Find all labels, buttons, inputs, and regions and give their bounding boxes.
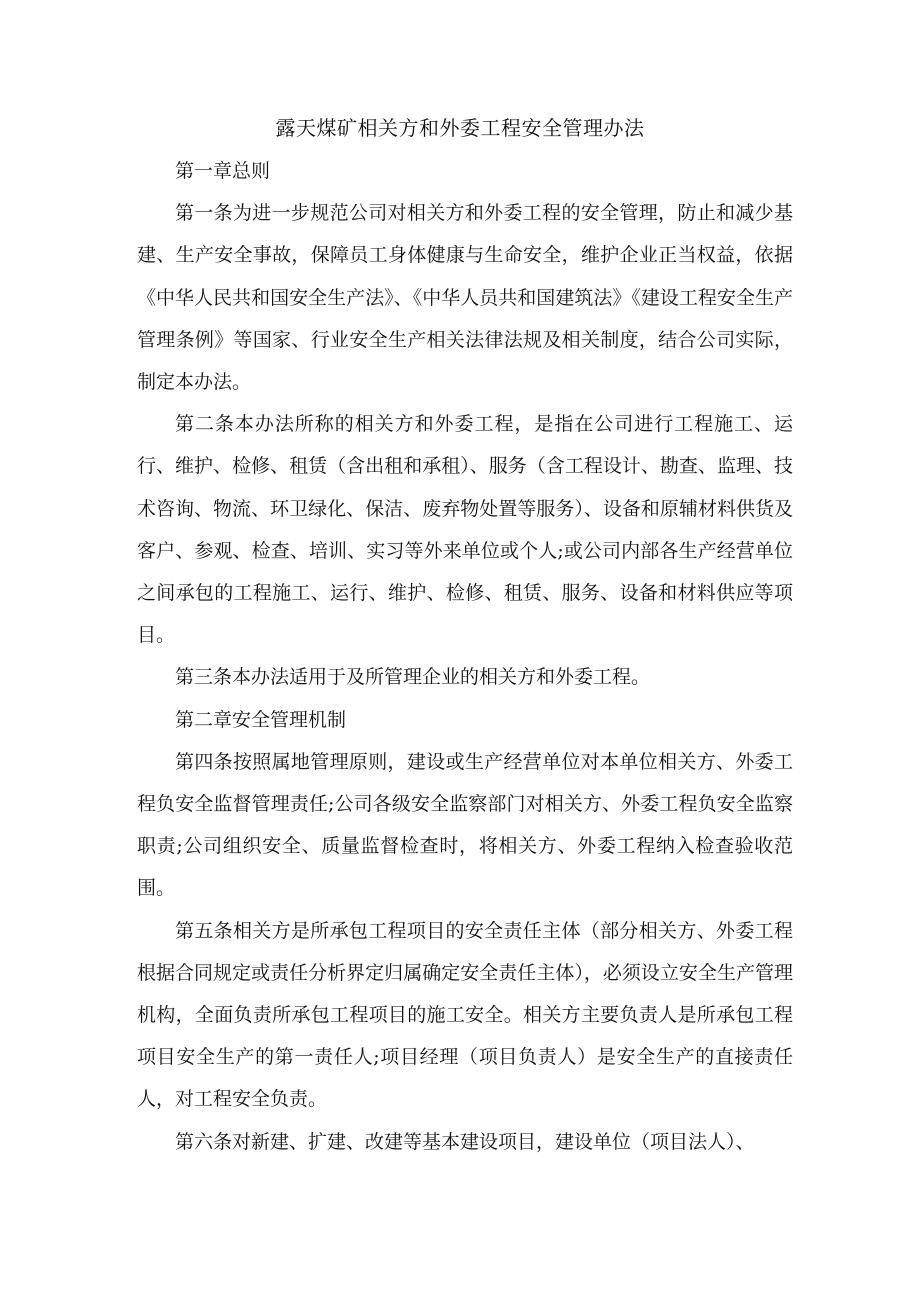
chapter-heading-2: 第二章安全管理机制 xyxy=(175,708,347,731)
article-4-paragraph: 第四条按照属地管理原则，建设或生产经营单位对本单位相关方、外委工程负安全监督管理责任;公司各级安全监察部门对相关方、外委工程负安全监察职责;公司组织安全、质量监督检查时，将相关方、外委工程纳入检查验收范围。 xyxy=(137,750,793,900)
article-3-paragraph: 第三条本办法适用于及所管理企业的相关方和外委工程。 xyxy=(175,666,651,689)
chapter-heading-1: 第一章总则 xyxy=(175,160,271,182)
article-1-paragraph: 第一条为进一步规范公司对相关方和外委工程的安全管理，防止和减少基建、生产安全事故，保障员工身体健康与生命安全，维护企业正当权益，依据《中华人民共和国安全生产法》、《中华人员共和国建筑法》《建设工程安全生产管理条例》等国家、行业安全生产相关法律法规及相关制度，结合公司实际，制定本办法。 xyxy=(137,202,793,394)
article-5-paragraph: 第五条相关方是所承包工程项目的安全责任主体（部分相关方、外委工程根据合同规定或责任分析界定归属确定安全责任主体），必须设立安全生产管理机构，全面负责所承包工程项目的施工安全。相关方主要负责人是所承包工程项目安全生产的第一责任人;项目经理（项目负责人）是安全生产的直接责任人，对工程安全负责。 xyxy=(137,919,793,1111)
document-title: 露天煤矿相关方和外委工程安全管理办法 xyxy=(275,116,645,140)
document-body xyxy=(137,150,793,1163)
article-6-paragraph: 第六条对新建、扩建、改建等基本建设项目，建设单位（项目法人）、 xyxy=(175,1130,755,1153)
article-2-paragraph: 第二条本办法所称的相关方和外委工程，是指在公司进行工程施工、运行、维护、检修、租赁（含出租和承租）、服务（含工程设计、勘查、监理、技术咨询、物流、环卫绿化、保洁、废弃物处置等服务）、设备和原辅材料供货及客户、参观、检查、培训、实习等外来单位或个人;或公司内部各生产经营单位之间承包的工程施工、运行、维护、检修、租赁、服务、设备和材料供应等项目。 xyxy=(137,413,793,647)
